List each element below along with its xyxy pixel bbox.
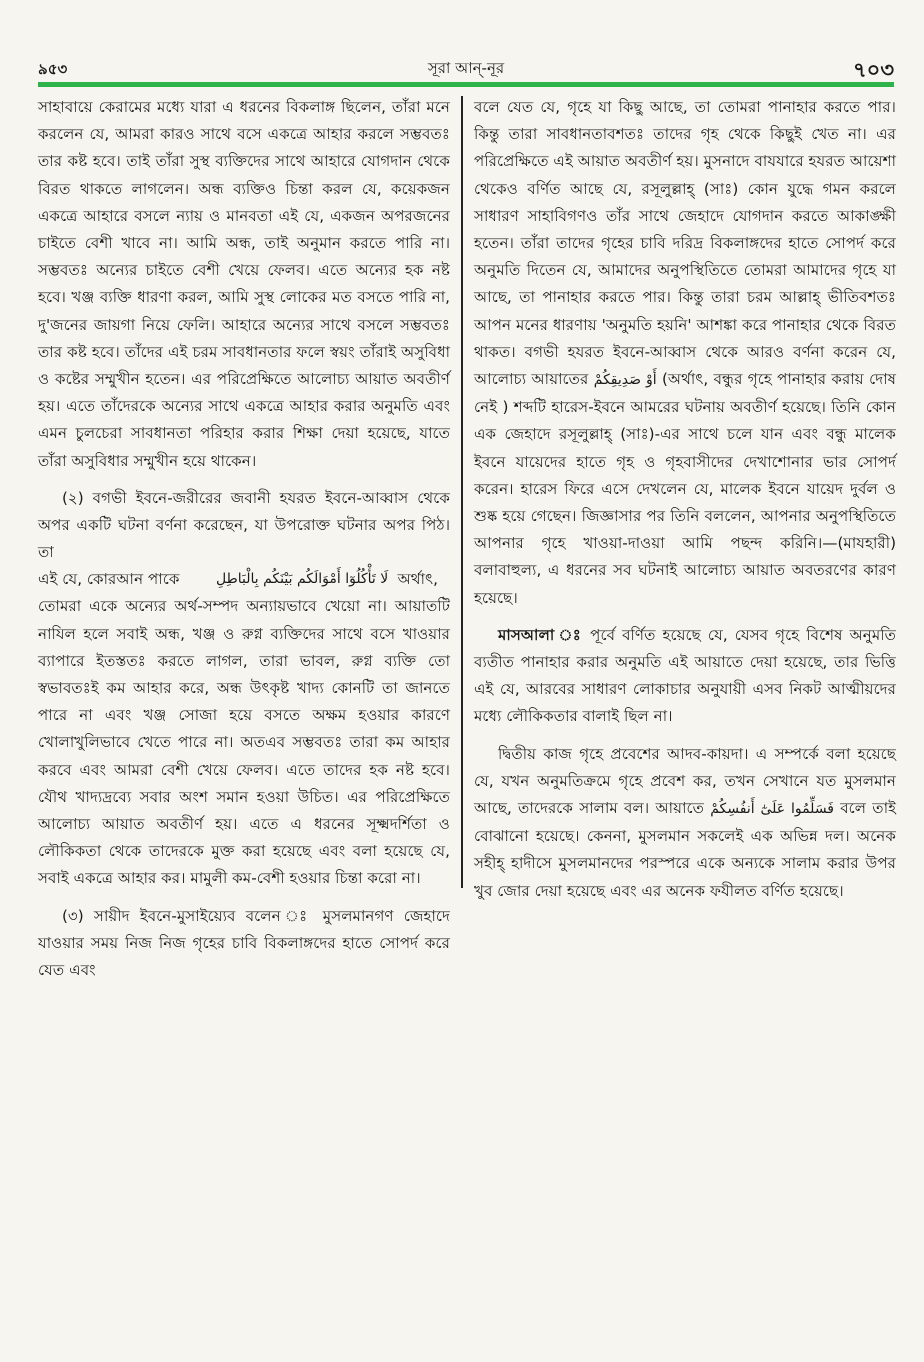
right-column <box>474 94 896 905</box>
page-number-right: ৭০৩ <box>853 58 894 82</box>
masala-label: মাসআলা ঃ <box>498 625 584 644</box>
running-title: সূরা আন্-নূর <box>427 59 505 77</box>
paragraph-text: বলে তাই বোঝানো হয়েছে। কেননা, মুসলমান সকলেই এক অভিন্ন দল। অনেক সহীহ্ হাদীসে মুসলমানদের পরস্পরে একে অন্যকে সালাম করার উপর খুব জোর দেয়া হয়েছে এবং এর অনেক ফযীলত বর্ণিত হয়েছে। <box>474 799 897 900</box>
paragraph: (৩) সায়ীদ ইবনে-মুসাইয়্যেব বলেন ঃ মুসলমানগণ জেহাদে যাওয়ার সময় নিজ নিজ গৃহের চাবি বিকলাঙ্গদের হাতে সোপর্দ করে যেত এবং <box>38 906 450 980</box>
arabic-verse-line <box>38 566 450 593</box>
paragraph <box>474 94 896 612</box>
paragraph: তোমরা একে অন্যের অর্থ-সম্পদ অন্যায়ভাবে খেয়ো না। আয়াতটি নাযিল হলে সবাই অন্ধ, খঞ্জ ও রুগ্ন ব্যক্তিদের সাথে বসে খাওয়ার ব্যাপারে ইতস্ততঃ করতে লাগল, তারা ভাবল, রুগ্ন ব্যক্তি তো স্বভাবতঃই কম আহার করে, অন্ধ উৎকৃষ্ট খাদ্য কোনটি তা জানতে পারে না এবং খঞ্জ সোজা হয়ে বসতে অক্ষম হওয়ার কারণে খোলাখুলিভাবে খেতে পারে না। অতএব সম্ভবতঃ তারা কম আহার করবে এবং আমরা বেশী খেয়ে ফেলব। এতে তাদের হক নষ্ট হবে। যৌথ খাদ্যদ্রব্যে সবার অংশ সমান হওয়া উচিত। এর পরিপ্রেক্ষিতে আলোচ্য আয়াত অবতীর্ণ হয়। এতে এ ধরনের সূক্ষ্মদর্শিতা ও লৌকিকতা থেকে তাদেরকে মুক্ত করা হয়েছে এবং বলা হয়েছে যে, সবাই একত্রে আহার কর। মামুলী কম-বেশী হওয়ার চিন্তা করো না। <box>38 597 450 888</box>
verse-trail-text: অর্থাৎ, <box>397 570 438 589</box>
left-column <box>38 94 450 984</box>
header-rule <box>38 82 894 87</box>
paragraph: (২) বগভী ইবনে-জরীরের জবানী হযরত ইবনে-আব্বাস থেকে অপর একটি ঘটনা বর্ণনা করেছেন, যা উপরোক্ত ঘটনার অপর পিঠ। তা <box>38 488 450 562</box>
paragraph-text: (অর্থাৎ, বন্ধুর গৃহে পানাহার করায় দোষ নেই ) শব্দটি হারেস-ইবনে আমরের ঘটনায় অবতীর্ণ হয়েছে। তিনি কোন এক জেহাদে রসূলুল্লাহ্ (সাঃ)-এর সাথে চলে যান এবং বন্ধু মালেক ইবনে যায়েদের হাতে গৃহ ও গৃহবাসীদের দেখাশোনার ভার সোপর্দ করেন। হারেস ফিরে এসে দেখলেন যে, মালেক ইবনে যায়েদ দুর্বল ও শুষ্ক হয়ে গেছেন। জিজ্ঞাসার পর তিনি বললেন, আপনার অনুপস্থিতিতে আপনার গৃহে খাওয়া-দাওয়া আমি পছন্দ করিনি।—(মাযহারী) বলাবাহুল্য, এ ধরনের সব ঘটনাই আলোচ্য আয়াত অবতরণের কারণ হয়েছে। <box>474 370 896 607</box>
paragraph-text: দ্বিতীয় কাজ গৃহে প্রবেশের আদব-কায়দা। এ সম্পর্কে বলা হয়েছে যে, যখন অনুমতিক্রমে গৃহে প্রবেশ কর, তখন সেখানে যত মুসলমান আছে, তাদেরকে সালাম বল। আয়াতে <box>474 744 896 818</box>
paragraph-text: পূর্বে বর্ণিত হয়েছে যে, যেসব গৃহে বিশেষ অনুমতি ব্যতীত পানাহার করার অনুমতি এই আয়াতে দেয়া হয়েছে, তার ভিত্তি এই যে, আরবের সাধারণ লোকাচার অনুযায়ী এসব নিকট আত্মীয়দের মধ্যে লৌকিকতার বালাই ছিল না। <box>474 625 897 726</box>
masala-paragraph <box>474 622 896 731</box>
paragraph-text: বলে যেত যে, গৃহে যা কিছু আছে, তা তোমরা পানাহার করতে পার। কিন্তু তারা সাবধানতাবশতঃ তাদের গৃহ থেকে কিছুই খেত না। এর পরিপ্রেক্ষিতে এই আয়াত অবতীর্ণ হয়। মুসনাদে বাযযারে হযরত আয়েশা থেকেও বর্ণিত আছে যে, রসূলুল্লাহ্ (সাঃ) কোন যুদ্ধে গমন করলে সাধারণ সাহাবিগণও তাঁর সাথে জেহাদে যোগদান করতে আকাঙ্ক্ষী হতেন। তাঁরা তাদের গৃহের চাবি দরিদ্র বিকলাঙ্গদের হাতে সোপর্দ করে অনুমতি দিতেন যে, আমাদের অনুপস্থিতিতে তোমরা আমাদের গৃহে যা আছে, তা পানাহার করতে পার। কিন্তু তারা চরম আল্লাহ্ ভীতিবশতঃ আপন মনের ধারণায় 'অনুমতি হয়নি' আশঙ্কা করে পানাহার থেকে বিরত থাকত। বগভী হযরত ইবনে-আব্বাস থেকে আরও বর্ণনা করেন যে, আলোচ্য আয়াতের <box>474 98 896 389</box>
arabic-verse: أَوْ صَدِيقِكُمْ <box>593 372 657 389</box>
verse-lead-text: এই যে, কোরআন পাকে <box>38 570 180 589</box>
paragraph: সাহাবায়ে কেরামের মধ্যে যারা এ ধরনের বিকলাঙ্গ ছিলেন, তাঁরা মনে করলেন যে, আমরা কারও সাথে বসে একত্রে আহার করলে সম্ভবতঃ তার কষ্ট হবে। তাই তাঁরা সুস্থ ব্যক্তিদের সাথে আহারে যোগদান থেকে বিরত থাকতে লাগলেন। অন্ধ ব্যক্তিও চিন্তা করল যে, কয়েকজন একত্রে আহারে বসলে ন্যায় ও মানবতা এই যে, একজন অপরজনের চাইতে বেশী খাবে না। আমি অন্ধ, তাই অনুমান করতে পারি না। সম্ভবতঃ অন্যের চাইতে বেশী খেয়ে ফেলব। এতে অন্যের হক নষ্ট হবে। খঞ্জ ব্যক্তি ধারণা করল, আমি সুস্থ লোকের মত বসতে পারি না, দু'জনের জায়গা নিয়ে ফেলি। আহারে অন্যের সাথে বসলে সম্ভবতঃ তার কষ্ট হবে। তাঁদের এই চরম সাবধানতার ফলে স্বয়ং তাঁরাই অসুবিধা ও কষ্টের সম্মুখীন হতেন। এর পরিপ্রেক্ষিতে আলোচ্য আয়াত অবতীর্ণ হয়। এতে তাঁদেরকে অন্যের সাথে একত্রে আহার করার অনুমতি এবং এমন চুলচেরা সাবধানতা পরিহার করার শিক্ষা দেয়া হয়েছে, যাতে তাঁরা অসুবিধার সম্মুখীন হয়ে থাকেন। <box>38 98 450 470</box>
column-divider <box>461 96 463 888</box>
paragraph <box>474 741 896 905</box>
page-header <box>38 52 894 82</box>
page-number-left: ৯৫৩ <box>38 60 68 78</box>
arabic-verse: فَسَلِّمُوا عَلَىٰٓ أَنفُسِكُمْ <box>710 801 834 818</box>
arabic-verse: لَا تَأْكُلُوٓا أَمْوَالَكُم بَيْنَكُم بِالْبَاطِلِ <box>216 571 389 588</box>
